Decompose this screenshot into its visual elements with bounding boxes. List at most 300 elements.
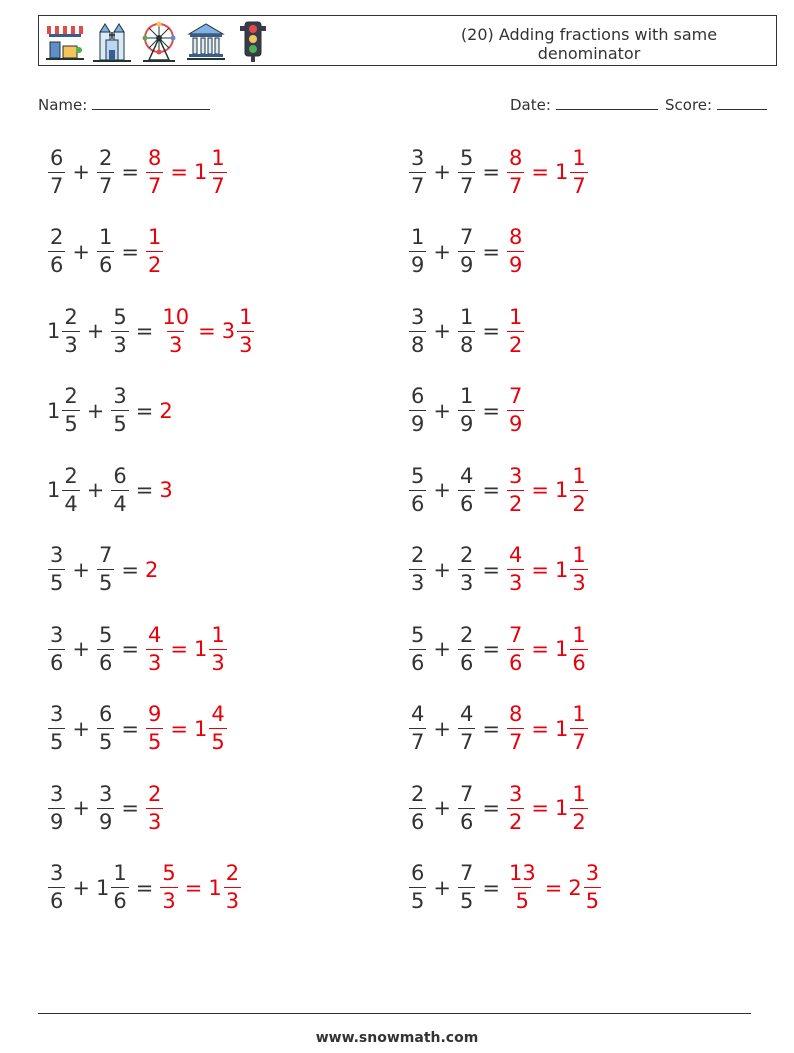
denominator: 9	[508, 412, 523, 436]
denominator: 3	[169, 332, 183, 357]
plus-sign: +	[433, 557, 451, 582]
fraction	[97, 781, 114, 834]
fraction	[48, 227, 65, 276]
fraction	[570, 622, 587, 675]
plus-sign: +	[72, 716, 90, 741]
fraction	[97, 622, 114, 675]
fraction	[458, 145, 475, 198]
answer-fraction	[507, 463, 524, 516]
numerator: 3	[50, 702, 64, 726]
score-field[interactable]	[665, 93, 767, 114]
equals-sign: =	[135, 875, 154, 900]
numerator: 3	[50, 622, 64, 647]
problem-20	[408, 857, 602, 919]
fraction	[458, 463, 475, 516]
denominator: 6	[113, 889, 127, 913]
denominator: 4	[113, 491, 127, 516]
fraction	[409, 863, 426, 912]
numerator: 1	[572, 145, 586, 170]
plus-sign: +	[72, 239, 90, 264]
plus-sign: +	[433, 160, 451, 184]
numerator: 4	[459, 702, 474, 726]
name-line[interactable]	[92, 93, 210, 110]
mixed-number	[96, 863, 130, 912]
fraction	[409, 386, 426, 435]
numerator: 1	[572, 543, 586, 567]
denominator: 7	[147, 173, 162, 198]
equals-sign: =	[482, 637, 500, 661]
fraction	[97, 145, 114, 198]
numerator: 7	[508, 622, 523, 647]
fraction	[458, 704, 475, 753]
denominator: 5	[50, 730, 64, 754]
fraction	[111, 386, 128, 435]
equals-sign: =	[482, 478, 500, 502]
denominator: 2	[572, 491, 586, 516]
answer-mixed-number	[194, 704, 228, 753]
numerator: 2	[64, 384, 78, 408]
denominator: 5	[585, 889, 600, 913]
problem-9	[47, 459, 173, 521]
fraction	[458, 622, 475, 675]
footer-divider	[38, 1013, 751, 1014]
denominator: 6	[459, 809, 474, 834]
fraction	[111, 463, 128, 516]
answer-mixed-number	[568, 863, 602, 912]
fraction	[62, 304, 79, 357]
denominator: 2	[508, 332, 523, 357]
denominator: 3	[572, 571, 586, 595]
answer-fraction	[146, 704, 163, 753]
answer-mixed-number	[554, 622, 589, 675]
answer-mixed-number	[554, 145, 589, 198]
plus-sign: +	[86, 398, 105, 423]
equals-sign: =	[482, 557, 500, 582]
whole-part: 1	[47, 319, 61, 343]
answer-whole-number: 2	[159, 398, 173, 423]
whole-part: 1	[47, 478, 61, 502]
church-icon	[92, 20, 132, 64]
denominator: 6	[572, 650, 586, 675]
problem-5	[47, 300, 255, 362]
equals-sign: =	[121, 239, 139, 264]
plus-sign: +	[433, 875, 451, 900]
date-field[interactable]	[510, 93, 658, 114]
answer-fraction	[146, 622, 163, 675]
problem-16	[408, 698, 589, 760]
numerator: 2	[98, 145, 113, 170]
problem-11	[47, 539, 158, 601]
problem-7	[47, 380, 173, 442]
numerator: 1	[239, 304, 253, 329]
numerator: 4	[508, 543, 523, 567]
denominator: 9	[508, 253, 523, 277]
answer-equals-sign: =	[531, 557, 549, 582]
numerator: 4	[459, 463, 474, 488]
numerator: 2	[64, 463, 78, 488]
denominator: 9	[459, 412, 474, 436]
plus-sign: +	[433, 796, 451, 820]
denominator: 5	[147, 730, 162, 754]
denominator: 3	[411, 571, 425, 595]
denominator: 6	[508, 650, 523, 675]
plus-sign: +	[433, 239, 451, 264]
answer-fraction	[507, 304, 524, 357]
fraction	[570, 145, 587, 198]
whole-part: 1	[554, 478, 569, 502]
whole-part: 1	[193, 160, 208, 184]
numerator: 1	[211, 145, 225, 170]
denominator: 7	[508, 173, 523, 198]
equals-sign: =	[482, 239, 500, 264]
problem-6	[408, 300, 525, 362]
answer-mixed-number	[193, 145, 228, 198]
answer-fraction	[146, 781, 163, 834]
numerator: 2	[411, 543, 425, 567]
numerator: 5	[162, 861, 176, 885]
numerator: 7	[459, 861, 474, 885]
numerator: 8	[508, 145, 523, 170]
denominator: 6	[411, 491, 425, 516]
denominator: 5	[113, 412, 127, 436]
numerator: 4	[147, 622, 162, 647]
fraction	[62, 386, 79, 435]
numerator: 3	[508, 463, 523, 488]
whole-part: 1	[554, 796, 569, 820]
answer-mixed-number	[554, 463, 589, 516]
answer-equals-sign: =	[170, 160, 188, 184]
fraction	[409, 304, 426, 357]
whole-part: 1	[554, 637, 569, 661]
numerator: 2	[459, 622, 474, 647]
answer-equals-sign: =	[198, 319, 216, 343]
answer-equals-sign: =	[531, 716, 549, 741]
fraction	[111, 304, 128, 357]
numerator: 3	[98, 781, 113, 806]
numerator: 1	[411, 225, 425, 249]
denominator: 7	[411, 173, 425, 198]
denominator: 6	[98, 650, 113, 675]
answer-equals-sign: =	[170, 637, 188, 661]
numerator: 2	[50, 225, 64, 249]
numerator: 3	[50, 781, 64, 806]
numerator: 1	[113, 861, 127, 885]
numerator: 5	[113, 304, 127, 329]
numerator: 3	[585, 861, 600, 885]
problem-13	[47, 618, 228, 680]
answer-fraction	[507, 781, 524, 834]
denominator: 8	[411, 332, 425, 357]
denominator: 8	[459, 332, 474, 357]
numerator: 10	[162, 304, 190, 329]
worksheet-header	[38, 15, 777, 66]
plus-sign: +	[72, 637, 90, 661]
denominator: 7	[411, 730, 425, 754]
denominator: 6	[50, 650, 64, 675]
plus-sign: +	[72, 875, 90, 900]
plus-sign: +	[433, 478, 451, 502]
name-label: Name:	[38, 96, 88, 114]
equals-sign: =	[121, 160, 139, 184]
score-line[interactable]	[717, 93, 767, 110]
equals-sign: =	[121, 557, 139, 582]
answer-mixed-number	[554, 781, 589, 834]
fraction	[111, 863, 128, 912]
date-line[interactable]	[556, 93, 658, 110]
equals-sign: =	[121, 716, 139, 741]
mixed-number	[47, 386, 81, 435]
numerator: 2	[64, 304, 78, 329]
denominator: 9	[411, 412, 425, 436]
numerator: 1	[572, 622, 586, 647]
denominator: 6	[459, 650, 474, 675]
denominator: 3	[508, 571, 523, 595]
denominator: 9	[50, 809, 64, 834]
answer-fraction	[507, 386, 524, 435]
equals-sign: =	[482, 875, 500, 900]
numerator: 8	[508, 225, 523, 249]
fraction	[48, 781, 65, 834]
answer-fraction	[507, 863, 538, 912]
answer-fraction	[160, 863, 177, 912]
denominator: 5	[64, 412, 78, 436]
denominator: 4	[64, 491, 78, 516]
numerator: 7	[459, 225, 474, 249]
numerator: 5	[411, 622, 425, 647]
numerator: 1	[459, 384, 474, 408]
traffic-light-icon	[233, 20, 273, 64]
score-label: Score:	[665, 96, 713, 114]
denominator: 7	[459, 730, 474, 754]
numerator: 2	[459, 543, 474, 567]
whole-part: 1	[95, 875, 110, 900]
denominator: 7	[508, 730, 523, 754]
denominator: 3	[239, 332, 253, 357]
problem-18	[408, 777, 589, 839]
equals-sign: =	[482, 398, 500, 423]
fraction	[224, 863, 241, 912]
plus-sign: +	[433, 398, 451, 423]
mixed-number	[47, 304, 81, 357]
denominator: 7	[98, 173, 113, 198]
denominator: 2	[508, 491, 523, 516]
whole-part: 3	[221, 319, 236, 343]
numerator: 5	[459, 145, 474, 170]
problem-1	[47, 141, 228, 203]
denominator: 5	[211, 730, 225, 754]
denominator: 9	[459, 253, 474, 277]
answer-equals-sign: =	[544, 875, 563, 900]
denominator: 3	[64, 332, 78, 357]
denominator: 7	[572, 173, 586, 198]
denominator: 2	[572, 809, 586, 834]
answer-equals-sign: =	[184, 875, 203, 900]
market-stall-icon	[45, 20, 85, 64]
problem-2	[408, 141, 589, 203]
numerator: 1	[508, 304, 523, 329]
fraction	[62, 463, 79, 516]
whole-part: 1	[208, 875, 222, 900]
numerator: 1	[459, 304, 474, 329]
numerator: 7	[98, 543, 113, 567]
numerator: 6	[411, 384, 425, 408]
problem-8	[408, 380, 525, 442]
footer-url: www.snowmath.com	[315, 1030, 479, 1046]
numerator: 5	[98, 622, 113, 647]
numerator: 3	[50, 861, 64, 885]
numerator: 3	[411, 304, 425, 329]
fraction	[584, 863, 601, 912]
fraction	[48, 545, 65, 594]
numerator: 3	[411, 145, 425, 170]
numerator: 4	[411, 702, 425, 726]
denominator: 6	[50, 253, 64, 277]
fraction	[458, 863, 475, 912]
equals-sign: =	[121, 796, 139, 820]
denominator: 7	[211, 173, 225, 198]
denominator: 5	[98, 571, 113, 595]
fraction	[48, 863, 65, 912]
denominator: 3	[211, 650, 225, 675]
numerator: 1	[572, 463, 586, 488]
denominator: 2	[508, 809, 523, 834]
equals-sign: =	[482, 796, 500, 820]
plus-sign: +	[86, 319, 105, 343]
answer-fraction	[507, 145, 524, 198]
fraction	[409, 145, 426, 198]
denominator: 6	[411, 809, 425, 834]
answer-fraction	[160, 304, 191, 357]
fraction	[409, 781, 426, 834]
fraction	[97, 545, 114, 594]
denominator: 6	[50, 889, 64, 913]
denominator: 6	[98, 253, 113, 277]
numerator: 3	[113, 384, 127, 408]
fraction	[570, 545, 587, 594]
numerator: 7	[508, 384, 523, 408]
numerator: 6	[411, 861, 425, 885]
numerator: 7	[459, 781, 474, 806]
answer-equals-sign: =	[531, 478, 549, 502]
equals-sign: =	[135, 398, 154, 423]
fraction	[570, 463, 587, 516]
equals-sign: =	[135, 478, 154, 502]
fraction	[48, 622, 65, 675]
numerator: 1	[572, 781, 586, 806]
answer-equals-sign: =	[170, 716, 188, 741]
whole-part: 1	[554, 160, 569, 184]
fraction	[209, 622, 226, 675]
fraction	[409, 545, 426, 594]
plus-sign: +	[433, 637, 451, 661]
plus-sign: +	[72, 796, 90, 820]
fraction	[409, 704, 426, 753]
plus-sign: +	[72, 160, 90, 184]
worksheet-title: (20) Adding fractions with same denominator	[460, 25, 718, 63]
denominator: 9	[411, 253, 425, 277]
answer-mixed-number	[555, 704, 589, 753]
fraction	[570, 781, 587, 834]
plus-sign: +	[433, 716, 451, 741]
name-field[interactable]	[38, 93, 210, 114]
numerator: 2	[411, 781, 425, 806]
equals-sign: =	[482, 716, 500, 741]
whole-part: 1	[193, 637, 208, 661]
numerator: 8	[508, 702, 523, 726]
museum-icon	[186, 20, 226, 64]
fraction	[237, 304, 254, 357]
answer-equals-sign: =	[531, 637, 549, 661]
plus-sign: +	[433, 319, 451, 343]
whole-part: 1	[47, 398, 61, 423]
mixed-number	[47, 463, 81, 516]
answer-equals-sign: =	[531, 160, 549, 184]
numerator: 4	[211, 702, 225, 726]
answer-fraction	[507, 545, 524, 594]
answer-mixed-number	[193, 622, 228, 675]
answer-mixed-number	[208, 863, 242, 912]
denominator: 3	[113, 332, 127, 357]
answer-mixed-number	[555, 545, 589, 594]
denominator: 5	[515, 889, 530, 913]
problem-4	[408, 221, 525, 283]
denominator: 3	[162, 889, 176, 913]
denominator: 7	[50, 173, 64, 198]
date-label: Date:	[510, 96, 551, 114]
fraction	[209, 704, 226, 753]
fraction	[570, 704, 587, 753]
denominator: 7	[572, 730, 586, 754]
whole-part: 1	[554, 557, 569, 582]
answer-whole-number: 3	[159, 478, 173, 502]
denominator: 5	[411, 889, 425, 913]
answer-fraction	[507, 704, 524, 753]
fraction	[409, 463, 426, 516]
numerator: 1	[147, 225, 162, 249]
fraction	[97, 227, 114, 276]
denominator: 6	[459, 491, 474, 516]
ferris-wheel-icon	[139, 20, 179, 64]
numerator: 1	[98, 225, 113, 249]
fraction	[209, 145, 226, 198]
answer-fraction	[146, 227, 163, 276]
fraction	[97, 704, 114, 753]
whole-part: 1	[554, 716, 569, 741]
equals-sign: =	[482, 319, 500, 343]
fraction	[458, 545, 475, 594]
denominator: 5	[98, 730, 113, 754]
denominator: 3	[459, 571, 474, 595]
numerator: 8	[147, 145, 162, 170]
problem-14	[408, 618, 589, 680]
denominator: 7	[459, 173, 474, 198]
fraction	[409, 227, 426, 276]
problem-17	[47, 777, 164, 839]
denominator: 6	[411, 650, 425, 675]
denominator: 2	[147, 253, 162, 277]
answer-fraction	[146, 145, 163, 198]
numerator: 3	[50, 543, 64, 567]
problem-3	[47, 221, 164, 283]
problem-15	[47, 698, 228, 760]
fraction	[409, 622, 426, 675]
numerator: 5	[411, 463, 425, 488]
header-icons	[45, 20, 273, 64]
denominator: 5	[50, 571, 64, 595]
denominator: 3	[147, 650, 162, 675]
numerator: 9	[147, 702, 162, 726]
numerator: 1	[211, 622, 225, 647]
